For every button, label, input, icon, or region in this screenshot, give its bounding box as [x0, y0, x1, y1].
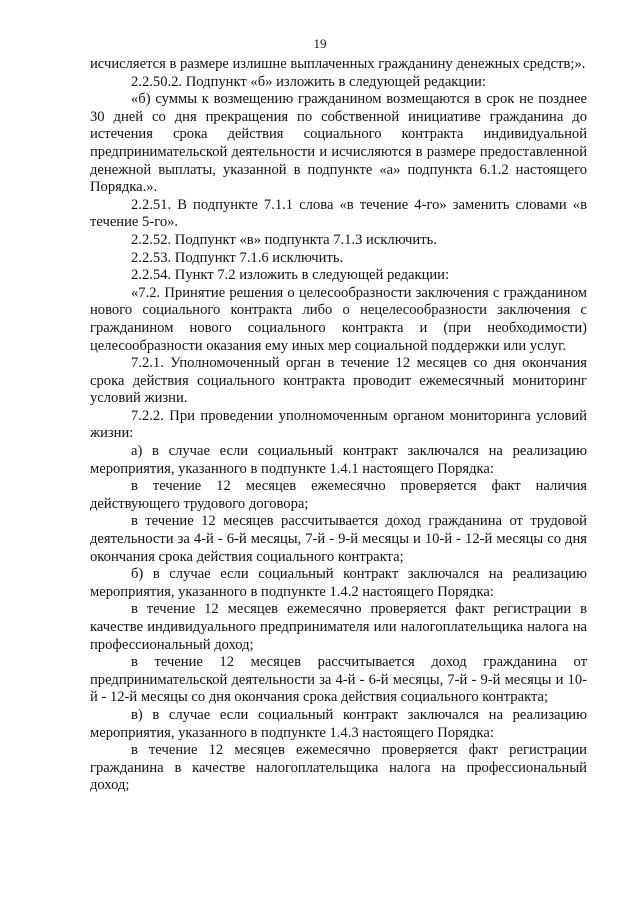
paragraph: а) в случае если социальный контракт заключался на реализацию мероприятия, указанного в подпункте 1.4.1 настоящего Порядка:	[90, 443, 587, 477]
paragraph: б) в случае если социальный контракт заключался на реализацию мероприятия, указанного в подпункте 1.4.2 настоящего Порядка:	[90, 566, 587, 600]
paragraph: 7.2.2. При проведении уполномоченным органом мониторинга условий жизни:	[90, 407, 587, 442]
paragraph: «б) суммы к возмещению гражданином возмещаются в срок не позднее 30 дней со дня прекращения по собственной инициативе гражданина до истечения срока действия социального контракта индивидуальной предпринимательской деятельности и исчисляются в размере предоставленной денежной выплаты, указанной в подпункте «а» подпункта 6.1.2 настоящего Порядка.».	[90, 91, 587, 196]
paragraph: 2.2.53. Подпункт 7.1.6 исключить.	[131, 249, 344, 266]
paragraph: в течение 12 месяцев ежемесячно проверяется факт регистрации в качестве индивидуального предпринимателя или налогоплательщика налога на профессиональный доход;	[90, 601, 587, 653]
paragraph: в течение 12 месяцев ежемесячно проверяется факт регистрации гражданина в качестве налогоплательщика налога на профессиональный доход;	[90, 742, 587, 794]
document-body	[90, 56, 587, 795]
paragraph: 2.2.50.2. Подпункт «б» изложить в следующей редакции:	[131, 73, 486, 90]
paragraph: в) в случае если социальный контракт заключался на реализацию мероприятия, указанного в подпункте 1.4.3 настоящего Порядка:	[90, 706, 587, 741]
paragraph: 2.2.52. Подпункт «в» подпункта 7.1.3 исключить.	[131, 231, 437, 248]
paragraph: в течение 12 месяцев рассчитывается доход гражданина от предпринимательской деятельности за 4-й - 6-й месяцы, 7-й - 9-й месяцы и 10-й - 12-й месяцы со дня окончания срока действия социального контракта;	[90, 654, 587, 706]
paragraph: 2.2.51. В подпункте 7.1.1 слова «в течение 4-го» заменить словами «в течение 5-го».	[90, 196, 587, 231]
paragraph: «7.2. Принятие решения о целесообразности заключения с гражданином нового социального контракта либо о нецелесообразности заключения с гражданином нового социального контракта и (при необходимости) целесообразности оказания ему иных мер социальной поддержки или услуг.	[90, 284, 587, 354]
page-number: 19	[313, 36, 327, 51]
paragraph: 7.2.1. Уполномоченный орган в течение 12 месяцев со дня окончания срока действия социального контракта проводит ежемесячный мониторинг условий жизни.	[90, 355, 587, 407]
paragraph: исчисляется в размере излишне выплаченных гражданину денежных средств;».	[90, 56, 586, 72]
paragraph: в течение 12 месяцев ежемесячно проверяется факт наличия действующего трудового договора;	[90, 478, 587, 512]
paragraph: 2.2.54. Пункт 7.2 изложить в следующей редакции:	[131, 267, 450, 284]
paragraph: в течение 12 месяцев рассчитывается доход гражданина от трудовой деятельности за 4-й - 6-й месяцы, 7-й - 9-й месяцы и 10-й - 12-й месяцы со дня окончания срока действия социального контракта;	[90, 513, 587, 565]
